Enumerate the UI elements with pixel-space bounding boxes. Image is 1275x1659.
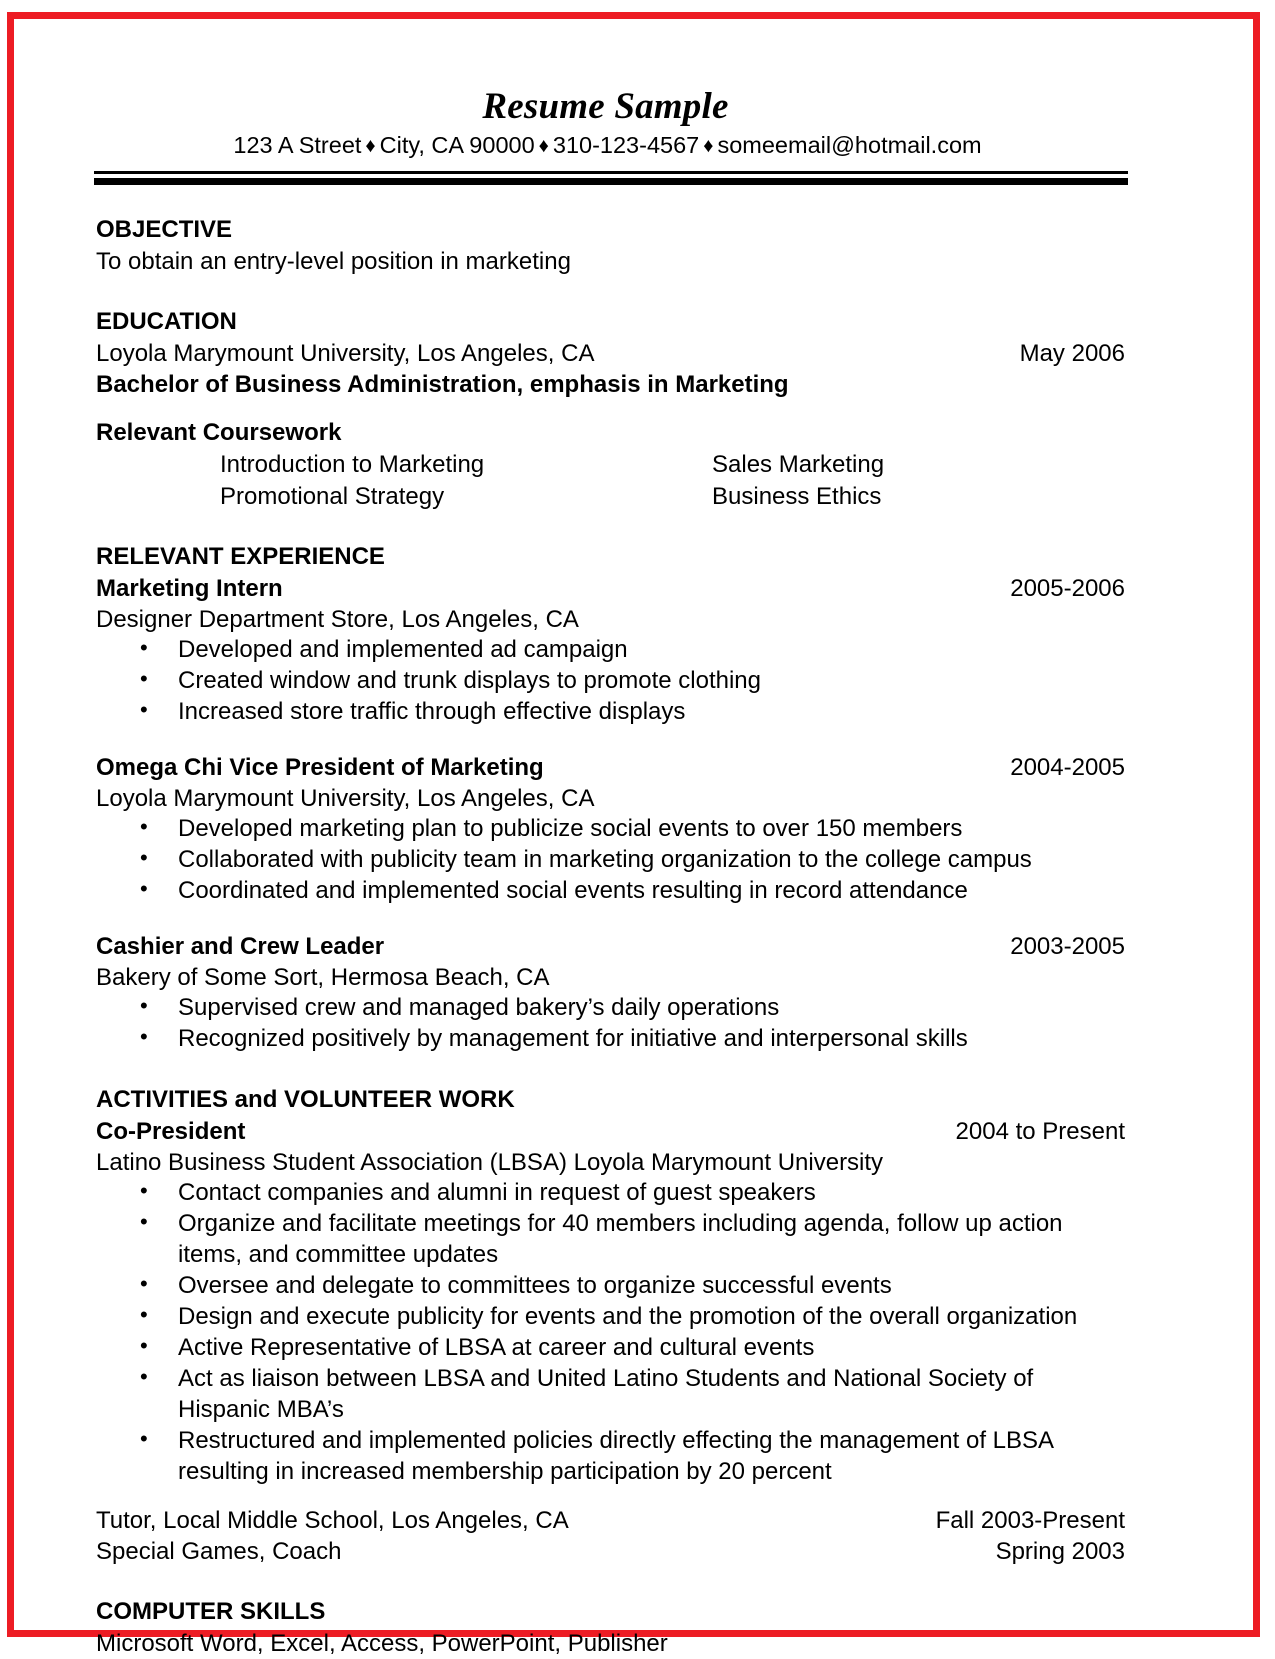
computer-skills-text: Microsoft Word, Excel, Access, PowerPoint, Publisher (96, 1629, 668, 1657)
section-objective (96, 215, 1125, 277)
diamond-separator-icon: ♦ (365, 134, 376, 157)
experience-entry (96, 573, 1125, 728)
coursework-heading: Relevant Coursework (96, 419, 342, 447)
list-item: • Increased store traffic through effective displays (96, 697, 1125, 728)
diamond-separator-icon: ♦ (703, 134, 714, 157)
coursework-item: Promotional Strategy (220, 482, 445, 510)
list-item: • Active Representative of LBSA at career and cultural events (96, 1333, 1125, 1364)
list-item: • Oversee and delegate to committees to organize successful events (96, 1271, 1125, 1302)
list-item: • Developed and implemented ad campaign (96, 635, 1125, 666)
education-heading: EDUCATION (96, 308, 237, 336)
activities-role-row (96, 1116, 1125, 1147)
list-item: • Design and execute publicity for events and the promotion of the overall organization (96, 1302, 1125, 1333)
objective-heading: OBJECTIVE (96, 216, 233, 244)
activities-extra-date: Fall 2003-Present (935, 1506, 1125, 1534)
experience-title-row (96, 573, 1125, 604)
list-item: • Recognized positively by management for initiative and interpersonal skills (96, 1024, 1125, 1055)
experience-title-row (96, 931, 1125, 962)
objective-text: To obtain an entry-level position in marketing (96, 247, 571, 275)
contact-line (96, 131, 1125, 160)
list-item: • Coordinated and implemented social events resulting in record attendance (96, 876, 1125, 907)
job-date: 2005-2006 (1010, 574, 1125, 602)
contact-city-state-zip: City, CA 90000 (379, 131, 535, 158)
job-date: 2003-2005 (1010, 932, 1125, 960)
activities-heading: ACTIVITIES and VOLUNTEER WORK (96, 1086, 515, 1114)
list-item: • Restructured and implemented policies directly effecting the management of LBSA resulting in increased membership participation by 20 percent (96, 1426, 1125, 1488)
activities-extra-row (96, 1536, 1125, 1567)
activities-extra-text: Tutor, Local Middle School, Los Angeles, CA (96, 1506, 569, 1534)
diamond-separator-icon: ♦ (538, 134, 549, 157)
experience-entry (96, 931, 1125, 1055)
job-title: Marketing Intern (96, 574, 283, 602)
resume-header (96, 88, 1125, 185)
job-employer: Bakery of Some Sort, Hermosa Beach, CA (96, 964, 550, 992)
coursework-table (96, 449, 1125, 511)
list-item: • Act as liaison between LBSA and United Latino Students and National Society of Hispanic MBA’s (96, 1364, 1125, 1426)
header-divider (94, 171, 1128, 185)
section-relevant-experience (96, 542, 1125, 1055)
education-date: May 2006 (1019, 339, 1125, 367)
job-employer: Designer Department Store, Los Angeles, CA (96, 605, 579, 633)
contact-email: someemail@hotmail.com (717, 131, 982, 158)
coursework-item: Business Ethics (712, 482, 882, 510)
list-item: • Organize and facilitate meetings for 40 members including agenda, follow up action items, and committee updates (96, 1209, 1125, 1271)
activities-extra-row (96, 1505, 1125, 1536)
list-item: • Developed marketing plan to publicize social events to over 150 members (96, 814, 1125, 845)
job-bullet-list (96, 635, 1125, 728)
job-bullet-list (96, 993, 1125, 1055)
activities-extra-date: Spring 2003 (995, 1538, 1125, 1566)
activities-bullet-list (96, 1178, 1125, 1488)
page-title: Resume Sample (482, 86, 729, 127)
list-item: • Collaborated with publicity team in marketing organization to the college campus (96, 845, 1125, 876)
education-school-row (96, 338, 1125, 369)
section-education (96, 307, 1125, 512)
job-title: Cashier and Crew Leader (96, 932, 385, 960)
list-item: • Contact companies and alumni in request of guest speakers (96, 1178, 1125, 1209)
list-item: • Created window and trunk displays to promote clothing (96, 666, 1125, 697)
list-item: • Supervised crew and managed bakery’s daily operations (96, 993, 1125, 1024)
job-bullet-list (96, 814, 1125, 907)
contact-street: 123 A Street (233, 131, 362, 158)
coursework-item: Introduction to Marketing (220, 451, 485, 479)
job-date: 2004-2005 (1010, 753, 1125, 781)
activities-role: Co-President (96, 1117, 246, 1145)
activities-organization: Latino Business Student Association (LBSA) Loyola Marymount University (96, 1149, 884, 1177)
coursework-item: Sales Marketing (712, 451, 885, 479)
education-degree: Bachelor of Business Administration, emphasis in Marketing (96, 371, 789, 399)
activities-role-date: 2004 to Present (955, 1117, 1125, 1145)
coursework-row (220, 481, 1125, 512)
activities-extra-text: Special Games, Coach (96, 1538, 342, 1566)
section-activities (96, 1085, 1125, 1567)
contact-phone: 310-123-4567 (552, 131, 700, 158)
job-employer: Loyola Marymount University, Los Angeles, CA (96, 784, 595, 812)
experience-entry (96, 752, 1125, 907)
education-school: Loyola Marymount University, Los Angeles, CA (96, 339, 595, 367)
experience-title-row (96, 752, 1125, 783)
experience-heading: RELEVANT EXPERIENCE (96, 542, 385, 570)
coursework-row (220, 449, 1125, 480)
job-title: Omega Chi Vice President of Marketing (96, 753, 544, 781)
computer-skills-heading: COMPUTER SKILLS (96, 1598, 326, 1626)
